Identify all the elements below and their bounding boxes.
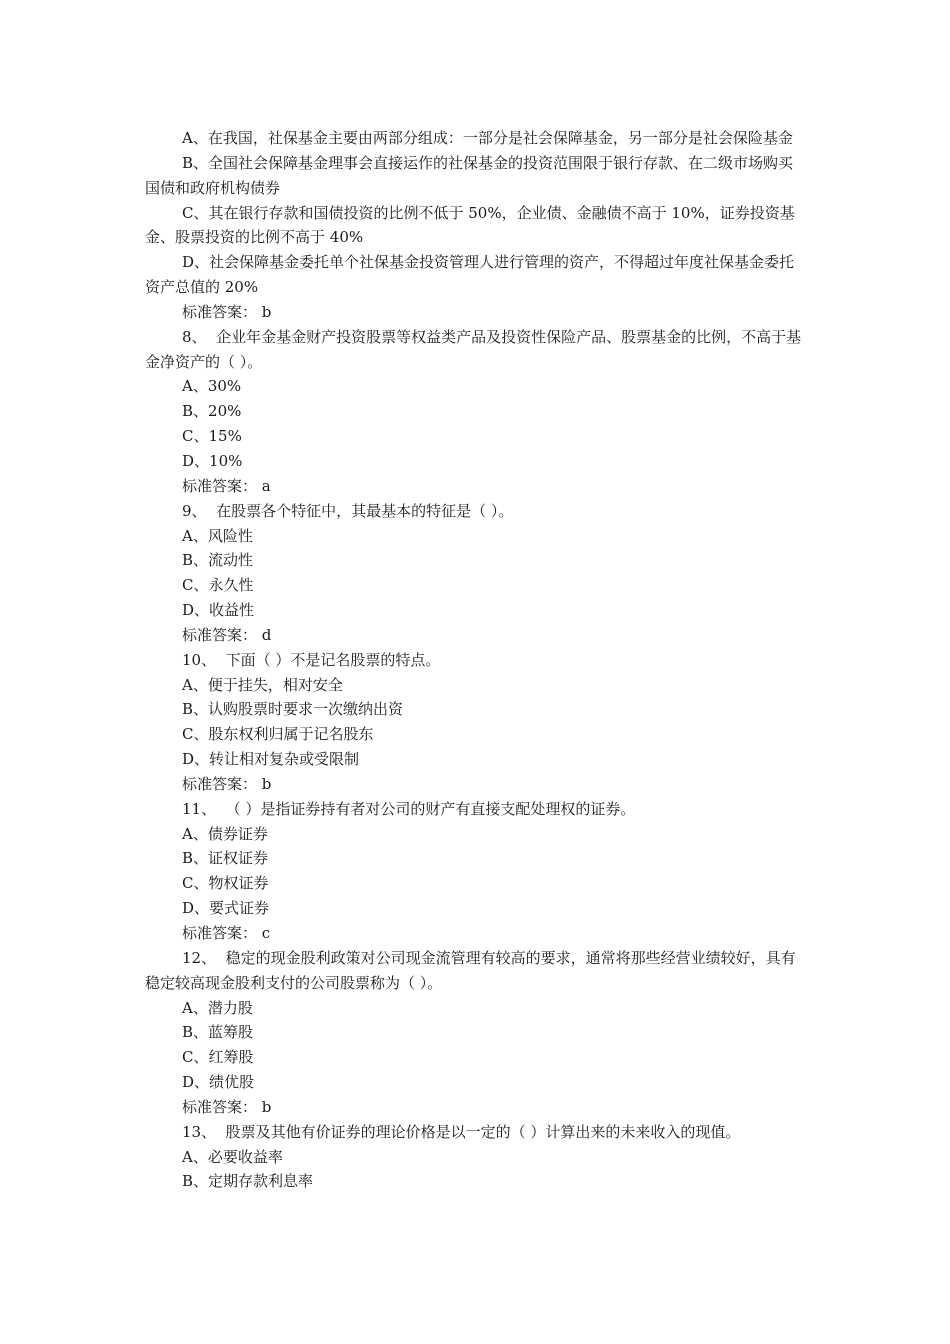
question-line: 8、 企业年金基金财产投资股票等权益类产品及投资性保险产品、股票基金的比例，不高于基金净资产的（ ）。: [145, 327, 802, 371]
option-line: B、20%: [182, 402, 242, 421]
option-line: A、风险性: [182, 526, 253, 545]
option-line: A、便于挂失，相对安全: [182, 675, 343, 694]
option-line: B、定期存款利息率: [182, 1172, 314, 1191]
text-line: C、其在银行存款和国债投资的比例不低于 50%，企业债、金融债不高于 10%，证券投资基金、股票投资的比例不高于 40%: [145, 203, 795, 247]
document-body: [145, 126, 805, 1194]
answer-line: 标准答案： b: [182, 1097, 272, 1116]
text-line: D、社会保障基金委托单个社保基金投资管理人进行管理的资产，不得超过年度社保基金委托资产总值的 20%: [145, 253, 795, 297]
question-line: 13、 股票及其他有价证券的理论价格是以一定的（ ）计算出来的未来收入的现值。: [182, 1122, 741, 1141]
option-line: D、绩优股: [182, 1073, 255, 1092]
option-line: C、红筹股: [182, 1048, 254, 1067]
text-line: A、在我国，社保基金主要由两部分组成：一部分是社会保障基金，另一部分是社会保险基金: [182, 129, 793, 147]
option-line: C、股东权利归属于记名股东: [182, 725, 374, 744]
answer-line: 标准答案： a: [182, 476, 271, 495]
option-line: C、物权证券: [182, 874, 269, 893]
option-line: C、永久性: [182, 576, 254, 595]
question-line: 12、 稳定的现金股利政策对公司现金流管理有较高的要求，通常将那些经营业绩较好，具有稳定较高现金股利支付的公司股票称为（ ）。: [145, 948, 796, 992]
question-line: 10、 下面（ ）不是记名股票的特点。: [182, 650, 441, 669]
option-line: B、蓝筹股: [182, 1023, 254, 1042]
text-line: B、全国社会保障基金理事会直接运作的社保基金的投资范围限于银行存款、在二级市场购买国债和政府机构债券: [145, 153, 794, 197]
option-line: D、10%: [182, 451, 243, 470]
question-line: 11、 （ ）是指证券持有者对公司的财产有直接支配处理权的证券。: [182, 799, 636, 818]
option-line: B、流动性: [182, 551, 254, 570]
option-line: D、转让相对复杂或受限制: [182, 750, 360, 769]
option-line: A、必要收益率: [182, 1147, 283, 1166]
option-line: A、债券证券: [182, 824, 268, 843]
option-line: C、15%: [182, 427, 242, 446]
option-line: A、30%: [182, 377, 242, 396]
option-line: A、潜力股: [182, 998, 253, 1017]
answer-line: 标准答案： b: [182, 302, 272, 321]
question-line: 9、 在股票各个特征中，其最基本的特征是（ ）。: [182, 501, 514, 520]
option-line: D、要式证券: [182, 899, 270, 918]
answer-line: 标准答案： c: [182, 924, 271, 942]
option-line: D、收益性: [182, 601, 255, 620]
answer-line: 标准答案： d: [182, 625, 272, 644]
option-line: B、认购股票时要求一次缴纳出资: [182, 700, 404, 719]
option-line: B、证权证券: [182, 849, 269, 868]
answer-line: 标准答案： b: [182, 774, 272, 793]
